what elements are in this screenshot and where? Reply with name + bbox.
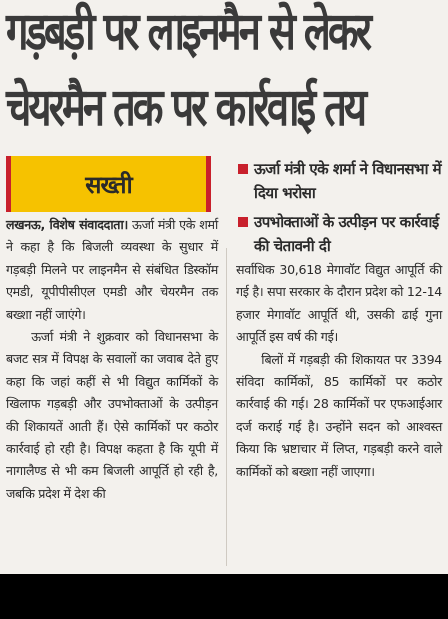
headline-line-2: चेयरमैन तक पर कार्रवाई तय [6,78,365,138]
highlight-item [232,210,444,258]
category-tag-label: सख्ती [85,170,132,199]
article-paragraph: बिलों में गड़बड़ी की शिकायत पर 3394 संविदा कार्मिकों, 85 कार्मिकों पर कठोर कार्रवाई की गई। 28 कार्मिकों पर एफआईआर दर्ज कराई गई है। उन्होंने सदन को आश्वस्त किया कि भ्रष्टाचार में लिप्त, गड़बड़ी करने वाले कार्मिकों को बख्शा नहीं जाएगा। [236,351,442,479]
article-column-right [236,259,442,483]
category-tag [6,156,211,212]
highlight-text: उपभोक्ताओं के उत्पीड़न पर कार्रवाई की चेतावनी दी [254,213,439,255]
headline-line-1: गड़बड़ी पर लाइनमैन से लेकर [6,2,369,62]
dateline: लखनऊ, विशेष संवाददाता। [6,217,128,232]
article-paragraph [6,214,218,326]
article-paragraph: ऊर्जा मंत्री ने शुक्रवार को विधानसभा के बजट सत्र में विपक्ष के सवालों का जवाब देते हुए कहा कि जहां कहीं से भी विद्युत कार्मिकों के खिलाफ गड़बड़ी और उपभोक्ताओं के उत्पीड़न की शिकायतें आती हैं। ऐसे कार्मिकों पर कठोर कार्रवाई हो रही है। विपक्ष कहता है कि यूपी में नागालैण्ड से भी कम बिजली आपूर्ति हो रही है, जबकि प्रदेश में देश की [6,329,218,501]
square-bullet-icon [238,217,248,227]
highlights-list [232,157,444,263]
article-column-left [6,214,218,505]
paragraph-text: ऊर्जा मंत्री एके शर्मा ने कहा है कि बिजली व्यवस्था के सुधार में गड़बड़ी मिलने पर लाइनमैन से संबंधित डिस्कॉम एमडी, यूपीपीसीएल एमडी और चेयरमैन तक बख्शा नहीं जाएंगे। [6,217,218,322]
highlight-text: ऊर्जा मंत्री एके शर्मा ने विधानसभा में दिया भरोसा [254,160,442,202]
square-bullet-icon [238,164,248,174]
article-paragraph: सर्वाधिक 30,618 मेगावॉट विद्युत आपूर्ति की गई है। सपा सरकार के दौरान प्रदेश को 12-14 हजार मेगावॉट आपूर्ति थी, उसकी ढाई गुना आपूर्ति इस वर्ष की गई। [236,262,442,345]
highlight-item [232,157,444,205]
column-divider [226,248,227,566]
